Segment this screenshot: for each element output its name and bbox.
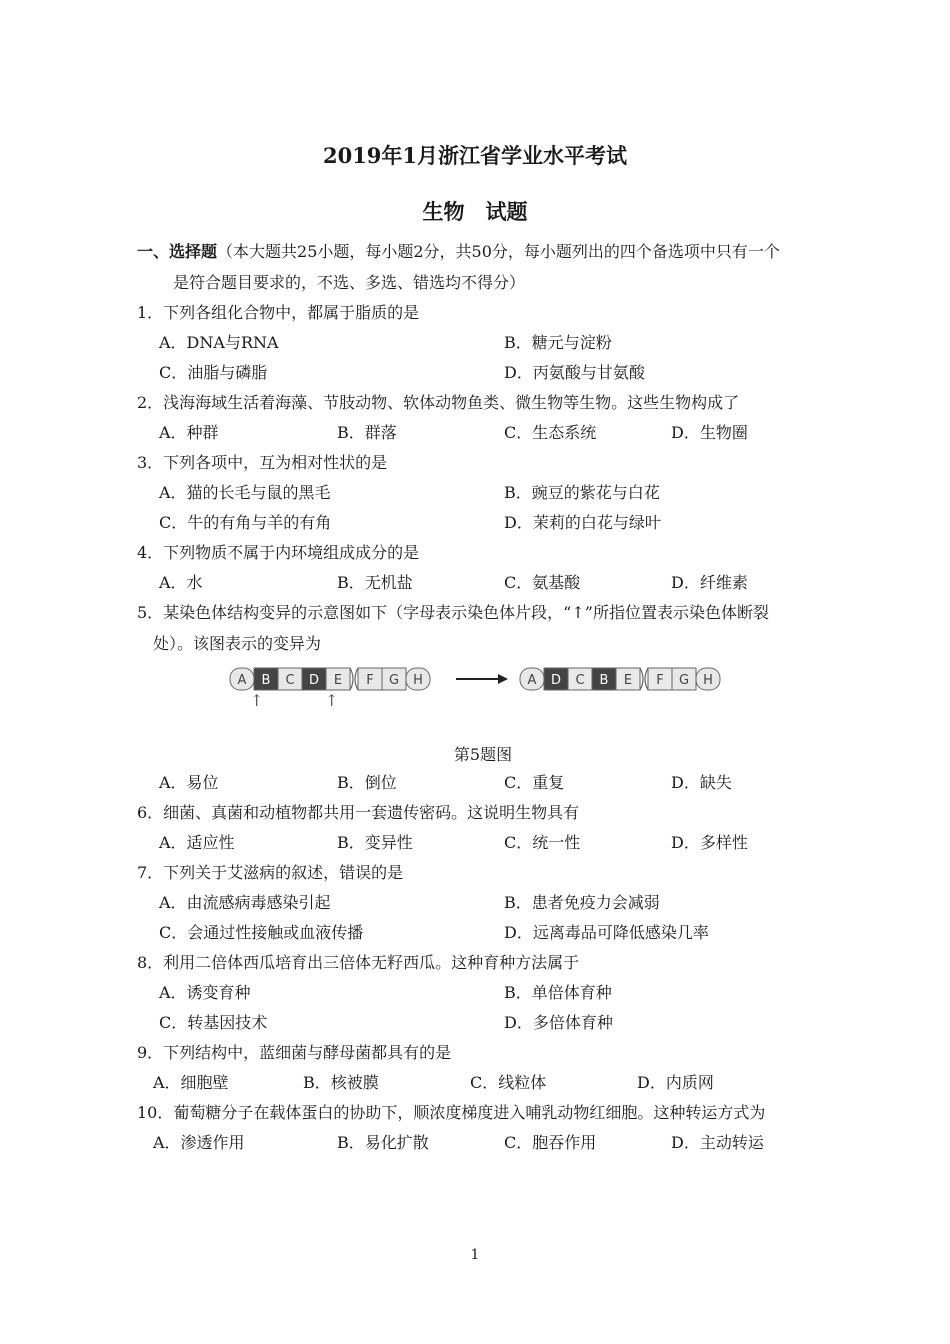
q3-option-d: D．茉莉的白花与绿叶 (504, 513, 661, 532)
q7-option-d: D．远离毒品可降低感染几率 (504, 923, 709, 942)
q4-option-d: D．纤维素 (671, 573, 748, 592)
break-arrow-1: ↑ (250, 691, 264, 710)
exam-title: 2019年1月浙江省学业水平考试 (322, 143, 628, 168)
question-5-stem-cont: 处）。该图表示的变异为 (153, 634, 322, 653)
q2-option-c: C．生态系统 (504, 423, 597, 442)
question-2-stem: 2．浅海海域生活着海藻、节肢动物、软体动物鱼类、微生物等生物。这些生物构成了 (137, 393, 740, 412)
question-6-stem: 6．细菌、真菌和动植物都共用一套遗传密码。这说明生物具有 (137, 803, 580, 822)
q4-option-c: C．氨基酸 (504, 573, 581, 592)
before-label-g: G (388, 673, 400, 688)
question-9-stem: 9．下列结构中，蓝细菌与酵母菌都具有的是 (137, 1043, 452, 1062)
q10-option-a: A．渗透作用 (153, 1133, 245, 1152)
after-label-b: B (599, 673, 609, 688)
q10-option-d: D．主动转运 (671, 1133, 764, 1152)
q8-option-c: C．转基因技术 (159, 1013, 268, 1032)
before-label-a: A (237, 673, 247, 688)
question-3-stem: 3．下列各项中，互为相对性状的是 (137, 453, 388, 472)
chromosome-diagram (228, 664, 738, 714)
after-label-c: C (575, 673, 585, 688)
q5-option-a: A．易位 (159, 773, 219, 792)
q5-option-c: C．重复 (504, 773, 565, 792)
before-label-d: D (308, 673, 320, 688)
q5-option-b: B．倒位 (337, 773, 397, 792)
q2-option-d: D．生物圈 (671, 423, 748, 442)
q10-option-c: C．胞吞作用 (504, 1133, 597, 1152)
q7-option-a: A．由流感病毒感染引起 (159, 893, 331, 912)
question-5-stem: 5．某染色体结构变异的示意图如下（字母表示染色体片段，“↑”所指位置表示染色体断裂 (137, 603, 769, 622)
question-7-stem: 7．下列关于艾滋病的叙述，错误的是 (137, 863, 404, 882)
section-desc-2: 是符合题目要求的，不选、多选、错选均不得分） (173, 273, 526, 292)
after-label-a: A (527, 673, 537, 688)
after-label-e: E (623, 673, 633, 688)
q3-option-a: A．猫的长毛与鼠的黑毛 (159, 483, 331, 502)
break-arrow-2: ↑ (325, 691, 339, 710)
figure-caption: 第5题图 (453, 745, 513, 764)
q10-option-b: B．易化扩散 (337, 1133, 429, 1152)
section-head: 一、选择题 (137, 242, 218, 261)
before-label-h: H (413, 673, 423, 688)
question-8-stem: 8．利用二倍体西瓜培育出三倍体无籽西瓜。这种育种方法属于 (137, 953, 580, 972)
q1-option-c: C．油脂与磷脂 (159, 363, 268, 382)
q1-option-a: A．DNA与RNA (159, 333, 279, 352)
section-desc-1: （本大题共25小题，每小题2分，共50分，每小题列出的四个备选项中只有一个 (217, 242, 780, 261)
after-label-f: F (656, 673, 664, 688)
q8-option-d: D．多倍体育种 (504, 1013, 613, 1032)
before-label-f: F (366, 673, 374, 688)
exam-subtitle: 生物 试题 (422, 199, 528, 224)
page-number: 1 (470, 1247, 480, 1263)
q4-option-b: B．无机盐 (337, 573, 413, 592)
q1-option-b: B．糖元与淀粉 (504, 333, 612, 352)
q1-option-d: D．丙氨酸与甘氨酸 (504, 363, 645, 382)
q4-option-a: A．水 (159, 573, 203, 592)
q8-option-a: A．诱变育种 (159, 983, 251, 1002)
q6-option-c: C．统一性 (504, 833, 581, 852)
section-intro (137, 242, 780, 262)
before-label-e: E (333, 673, 343, 688)
before-label-b: B (261, 673, 271, 688)
q9-option-b: B．核被膜 (303, 1073, 379, 1092)
q2-option-a: A．种群 (159, 423, 219, 442)
after-label-h: H (703, 673, 713, 688)
q7-option-b: B．患者免疫力会减弱 (504, 893, 660, 912)
question-1-stem: 1．下列各组化合物中，都属于脂质的是 (137, 303, 420, 322)
question-10-stem: 10．葡萄糖分子在载体蛋白的协助下，顺浓度梯度进入哺乳动物红细胞。这种转运方式为 (137, 1103, 766, 1122)
q3-option-b: B．豌豆的紫花与白花 (504, 483, 660, 502)
before-centromere (350, 668, 358, 690)
q3-option-c: C．牛的有角与羊的有角 (159, 513, 332, 532)
q9-option-c: C．线粒体 (470, 1073, 547, 1092)
transform-arrow-head (498, 674, 508, 684)
after-centromere (640, 668, 648, 690)
q2-option-b: B．群落 (337, 423, 397, 442)
chromosome-before (230, 668, 430, 690)
after-label-d: D (550, 673, 562, 688)
q7-option-c: C．会通过性接触或血液传播 (159, 923, 364, 942)
question-4-stem: 4．下列物质不属于内环境组成成分的是 (137, 543, 420, 562)
q9-option-d: D．内质网 (637, 1073, 714, 1092)
q5-option-d: D．缺失 (671, 773, 732, 792)
q6-option-a: A．适应性 (159, 833, 235, 852)
after-label-g: G (678, 673, 690, 688)
q6-option-d: D．多样性 (671, 833, 748, 852)
chromosome-after (520, 668, 720, 690)
q8-option-b: B．单倍体育种 (504, 983, 612, 1002)
before-label-c: C (285, 673, 295, 688)
q6-option-b: B．变异性 (337, 833, 413, 852)
q9-option-a: A．细胞壁 (153, 1073, 229, 1092)
